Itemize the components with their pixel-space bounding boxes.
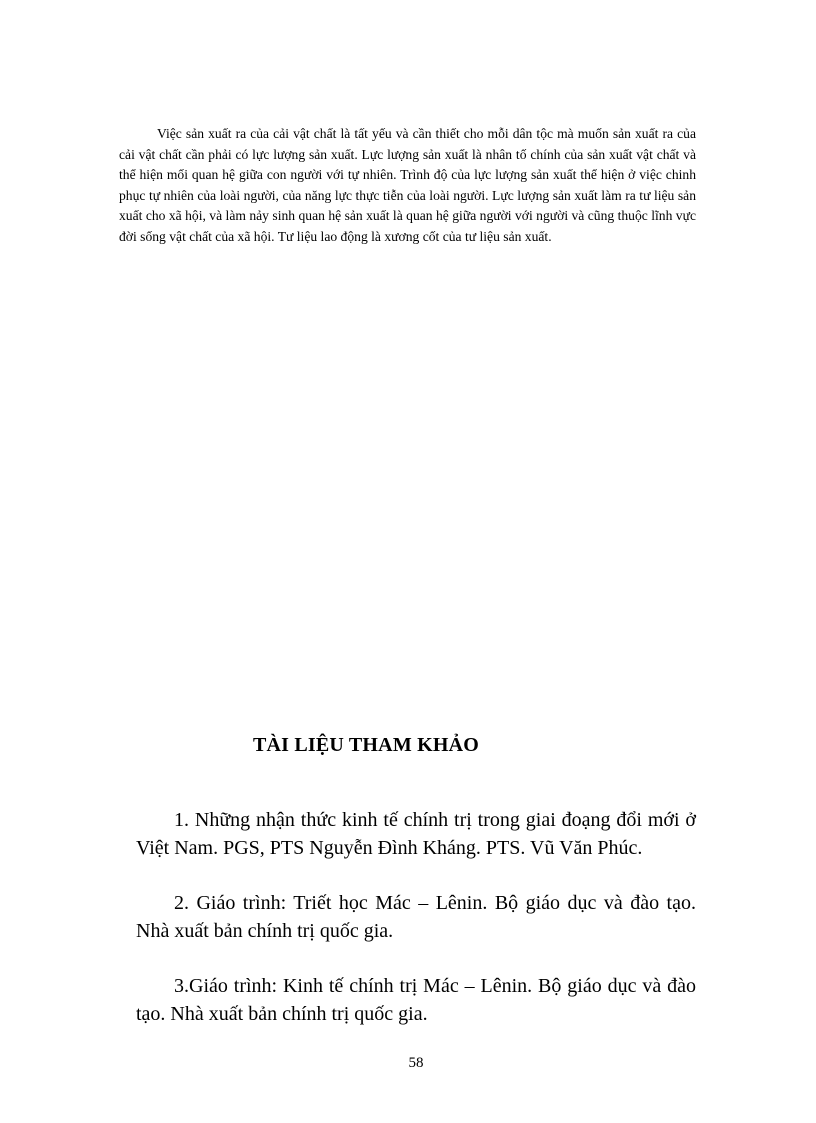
reference-item-2: 2. Giáo trình: Triết học Mác – Lênin. Bộ giáo dục và đào tạo. Nhà xuất bản chính trị quốc gia. (136, 892, 696, 942)
references-heading: TÀI LIỆU THAM KHẢO (252, 734, 480, 756)
reference-item-3: 3.Giáo trình: Kinh tế chính trị Mác – Lênin. Bộ giáo dục và đào tạo. Nhà xuất bản chính trị quốc gia. (136, 975, 696, 1025)
intro-paragraph: Việc sản xuất ra của cải vật chất là tất yếu và cần thiết cho mỗi dân tộc mà muốn sản xuất ra của cải vật chất cần phải có lực lượng sản xuất. Lực lượng sản xuất là nhân tố chính của sản xuất vật chất và thể hiện mối quan hệ giữa con người với tự nhiên. Trình độ của lực lượng sản xuất thể hiện ở việc chinh phục tự nhiên của loài người, của năng lực thực tiễn của loài người. Lực lượng sản xuất làm ra tư liệu sản xuất cho xã hội, và làm nảy sinh quan hệ sản xuất là quan hệ giữa người với người và cũng thuộc lĩnh vực đời sống vật chất của xã hội. Tư liệu lao động là xương cốt của tư liệu sản xuất. (119, 126, 696, 244)
page-number: 58 (408, 1055, 424, 1071)
references-list (136, 806, 696, 1055)
reference-item-1: 1. Những nhận thức kinh tế chính trị trong giai đoạng đổi mới ở Việt Nam. PGS, PTS Nguyễn Đình Kháng. PTS. Vũ Văn Phúc. (136, 809, 696, 859)
